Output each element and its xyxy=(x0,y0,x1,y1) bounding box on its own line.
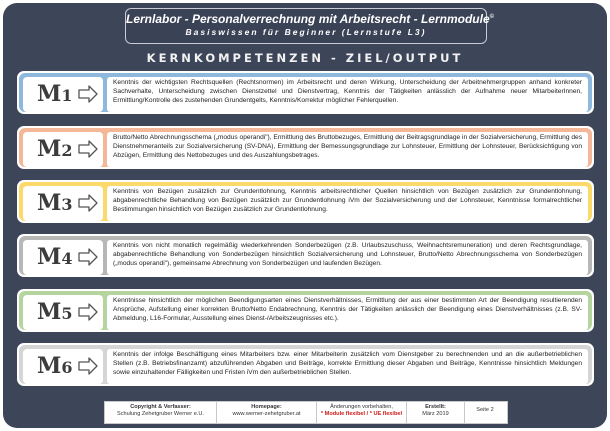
module-label xyxy=(37,300,73,326)
arrow-right-icon xyxy=(77,193,99,213)
module-badge xyxy=(23,240,103,275)
changes-line: Änderungen vorbehalten, xyxy=(330,404,393,410)
module-letter: M xyxy=(37,190,62,216)
arrow-right-icon xyxy=(77,302,99,322)
copyright-value: Schulung Zehetgruber Werner e.U. xyxy=(117,411,204,417)
homepage-label: Homepage: xyxy=(251,404,282,410)
document-title xyxy=(126,12,495,26)
created-value: März 2019 xyxy=(422,411,449,417)
module-number: 4 xyxy=(61,249,73,268)
module-number: 3 xyxy=(61,195,73,214)
module-row xyxy=(17,71,594,114)
section-title: KERNKOMPETENZEN - ZIEL/OUTPUT xyxy=(146,51,464,65)
module-label xyxy=(37,191,73,217)
module-description: Kenntnis der wichtigsten Rechtsquellen (Rechtsnormen) im Arbeitsrecht und deren Wirkung, Unterscheidung der Arbeitnehmergruppen anhand konkreter Sachverhalte, Unterscheidung zwischen Dienstzettel und Dienstvertrag, Kenntnis der Tätigkeiten anlässlich der Aufnahme neuer MitarbeiterInnen, Ermittlung/Kontrolle des zustehenden Grundentgelts, Kenntnis/Korrektur möglicher Fehlerquellen. xyxy=(107,77,588,112)
module-badge xyxy=(23,77,103,112)
arrow-right-icon xyxy=(77,139,99,159)
module-label xyxy=(37,354,73,380)
module-badge xyxy=(23,186,103,221)
module-badge xyxy=(23,132,103,167)
module-letter: M xyxy=(37,244,62,270)
title-box xyxy=(125,8,495,44)
module-row xyxy=(17,126,594,169)
module-row xyxy=(17,343,594,386)
module-number: 2 xyxy=(61,141,73,160)
module-description: Brutto/Netto Abrechnungsschema („modus operandi"), Ermittlung des Bruttobezuges, Ermittlung der Beitragsgrundlage in der Sozialversicherung, Ermittlung des Dienstnehmeranteils zur Sozialversicherung (SV-DNA), Ermittlung der Bemessungsgrundlage zur Lohnsteuer, Ermittlung der Lohnsteuer, Berücksichtigung von Abzügen, Ermittlung des Nettobezuges und des Auszahlungsbetrages. xyxy=(107,132,588,167)
document-subtitle: Basiswissen für Beginner (Lernstufe L3) xyxy=(185,27,427,37)
title-text: Lernlabor - Personalverrechnung mit Arbeitsrecht - Lernmodule xyxy=(126,12,490,26)
footer xyxy=(104,401,508,424)
module-row xyxy=(17,289,594,332)
module-number: 5 xyxy=(61,304,73,323)
footer-changes xyxy=(317,402,407,423)
module-badge xyxy=(23,349,103,384)
module-letter: M xyxy=(37,353,62,379)
module-badge xyxy=(23,295,103,330)
footer-created xyxy=(407,402,465,423)
module-description: Kenntnis der infolge Beschäftigung eines Mitarbeiters bzw. einer Mitarbeiterin zusätzlich vom Dienstgeber zu berechnenden und an die außerbetrieblichen Stellen (z.B. Betriebsfinanzamt) abzuführenden Abgaben und Beiträge, korrekte Ermittlung dieser Abgaben und Beiträge, Kenntnisse hinsichtlich Meldungen sowie einzuhaltender Fälligkeiten und Fristen iVm den außerbetrieblichen Stellen. xyxy=(107,349,588,384)
module-panel xyxy=(19,291,592,330)
module-description: Kenntnis von nicht monatlich regelmäßig wiederkehrenden Sonderbezügen (z.B. Urlaubszuschuss, Weihnachtsremuneration) und deren Rechtsgrundlage, abgabenrechtliche Behandlung von Sonderbezügen hinsichtlich Sozialversicherung und Lohnsteuer, Brutto/Netto Abrechnungsschema von Sonderbezügen („modus operandi"), gemeinsame Abrechnung von Sonderbezügen und laufenden Bezügen. xyxy=(107,240,588,275)
homepage-link[interactable]: www.werner-zehetgruber.at xyxy=(232,411,301,417)
module-panel xyxy=(19,128,592,167)
footer-copyright xyxy=(105,402,217,423)
module-description: Kenntnisse hinsichtlich der möglichen Beendigungsarten eines Dienstverhältnisses, Ermittlung der aus einer bestimmten Art der Beendigung resultierenden Ansprüche, Aufstellung einer korrekten Brutto/Netto Endabrechnung, Kenntnis der Tätigkeiten anlässlich der Beendigung eines Dienstverhältnisses (z.B. SV-Abmeldung, L16-Formular, Ausstellung eines Dienst-/Arbeitszeugnisses etc.). xyxy=(107,295,588,330)
module-label xyxy=(37,245,73,271)
module-description: Kenntnis von Bezügen zusätzlich zur Grundentlohnung, Kenntnis arbeitsrechtlicher Quellen hinsichtlich von Bezügen zusätzlich zur Grundentlohnung, abgabenrechtliche Behandlung von Bezügen zusätzlich zur Grundentlohnung iVm der Sozialversicherung und der Lohnsteuer, Kenntnisse formalrechtlicher Bestimmungen hinsichtlich von Bezügen zusätzlich zur Grundentlohnung. xyxy=(107,186,588,221)
module-letter: M xyxy=(37,136,62,162)
module-panel xyxy=(19,73,592,112)
module-letter: M xyxy=(37,81,62,107)
module-number: 1 xyxy=(61,86,73,105)
module-label xyxy=(37,82,73,108)
copyright-label: Copyright & Verfasser: xyxy=(130,404,191,410)
module-row xyxy=(17,234,594,277)
arrow-right-icon xyxy=(77,247,99,267)
title-mark: © xyxy=(489,14,495,20)
created-label: Erstellt: xyxy=(425,404,446,410)
module-panel xyxy=(19,236,592,275)
page-number: Seite 2 xyxy=(476,407,494,413)
footer-homepage xyxy=(217,402,317,423)
arrow-right-icon xyxy=(77,356,99,376)
module-letter: M xyxy=(37,299,62,325)
module-panel xyxy=(19,182,592,221)
arrow-right-icon xyxy=(77,84,99,104)
module-row xyxy=(17,180,594,223)
module-panel xyxy=(19,345,592,384)
module-number: 6 xyxy=(61,358,73,377)
module-label xyxy=(37,137,73,163)
footer-page xyxy=(465,402,505,423)
modules-note: * Module flexibel / * UE flexibel xyxy=(320,411,403,417)
